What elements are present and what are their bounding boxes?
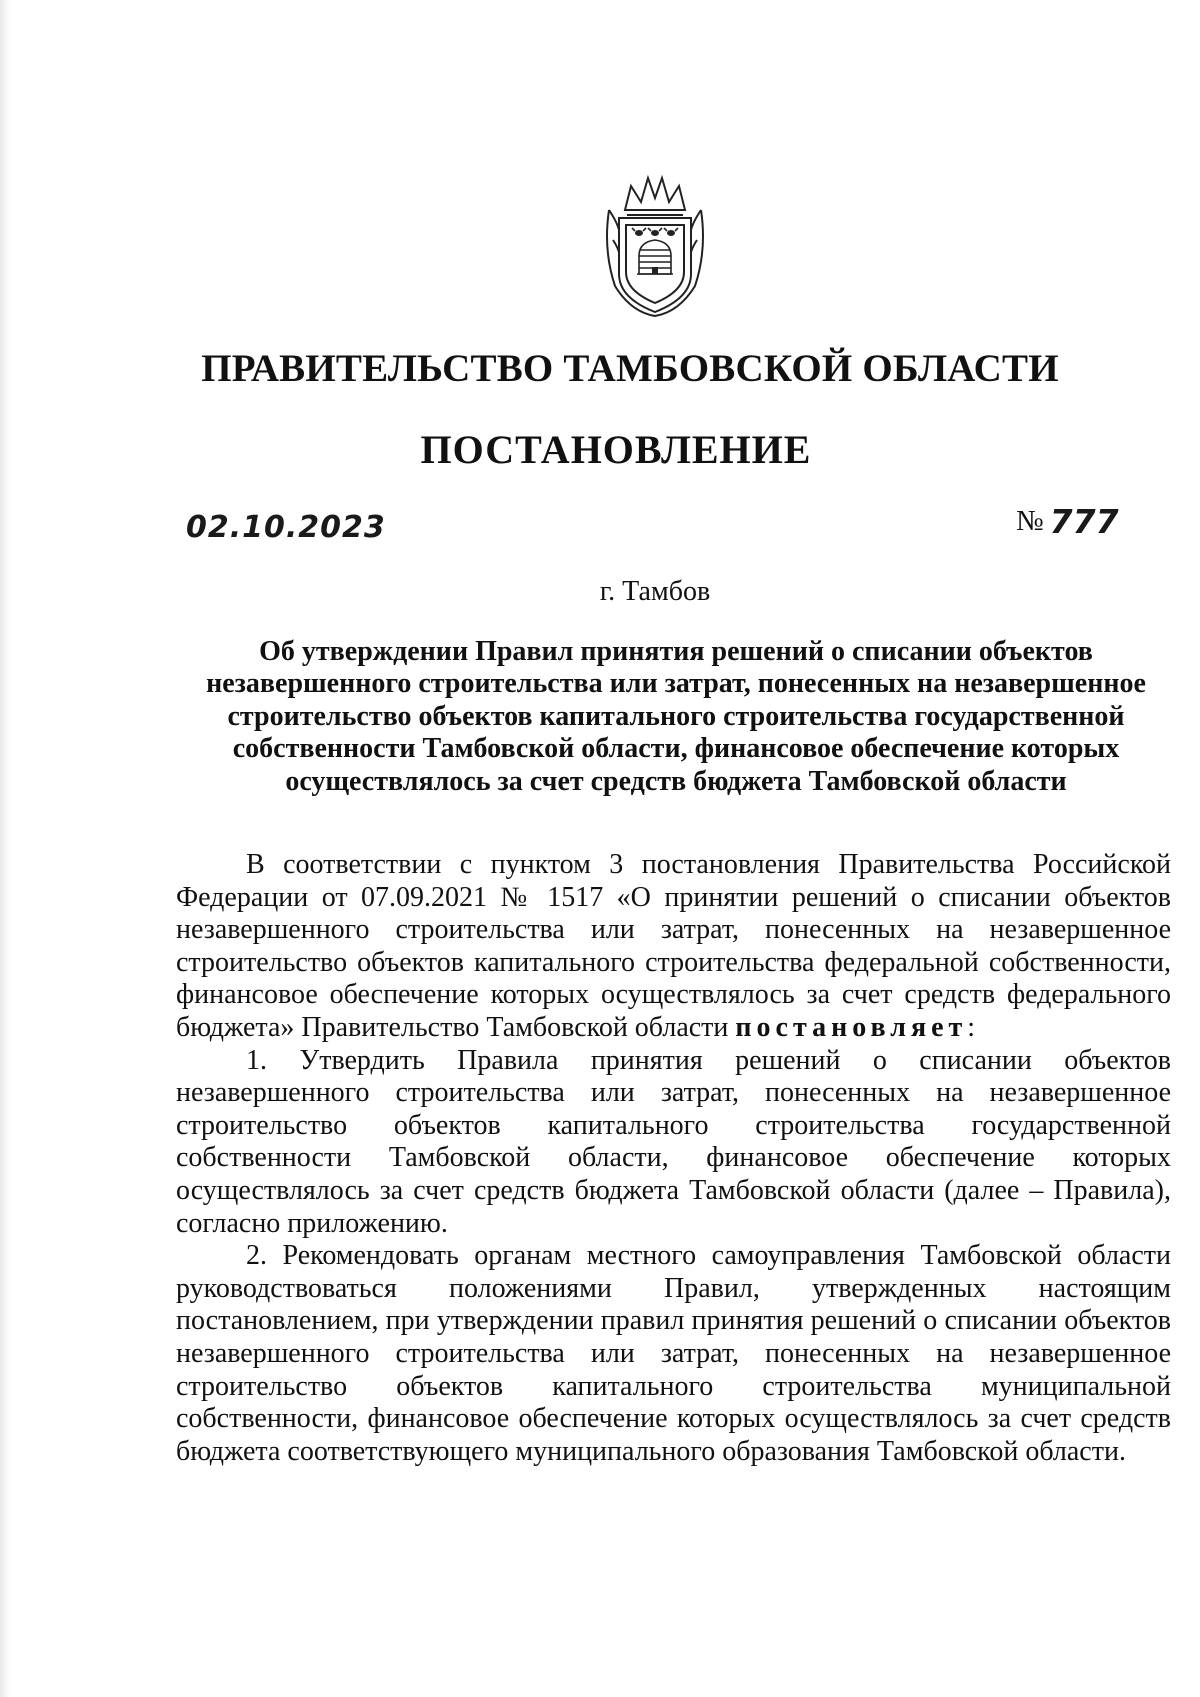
decree-word: постановляет (735, 1011, 968, 1043)
coat-of-arms-emblem (601, 170, 709, 318)
item-1-paragraph: 1. Утвердить Правила принятия решений о списании объектов незавершенного строительства или затрат, понесенных на незавершенное строительство объектов капитального строительства государственной собственности Тамбовской области, финансовое обеспечение которых осуществлялось за счет средств бюджета Тамбовской области (далее – Правила), согласно приложению. (176, 1044, 1171, 1239)
document-subject: Об утверждении Правил принятия решений о списании объектов незавершенного строительства или затрат, понесенных на незавершенное строительство объектов капитального строительства государственной собственности Тамбовской области, финансовое обеспечение которых осуществлялось за счет средств бюджета Тамбовской области (206, 636, 1146, 797)
document-type: ПОСТАНОВЛЕНИЕ (420, 427, 812, 472)
document-number (1016, 502, 1119, 541)
handwritten-date: 02.10.2023 (186, 510, 386, 545)
organization-title: ПРАВИТЕЛЬСТВО ТАМБОВСКОЙ ОБЛАСТИ (201, 347, 1059, 390)
preamble-paragraph (176, 849, 1171, 1045)
number-sign: № (1016, 505, 1044, 537)
scan-edge (0, 0, 10, 1697)
item-2-paragraph: 2. Рекомендовать органам местного самоуправления Тамбовской области руководствоваться положениями Правил, утвержденных настоящим постановлением, при утверждении правил принятия решений о списании объектов незавершенного строительства или затрат, понесенных на незавершенное строительство объектов капитального строительства муниципальной собственности, финансовое обеспечение которых осуществлялось за счет средств бюджета соответствующего муниципального образования Тамбовской области. (176, 1240, 1171, 1467)
handwritten-number: 777 (1049, 502, 1119, 541)
preamble-text: В соответствии с пунктом 3 постановления Правительства Российской Федерации от 07.09.2021 № 1517 «О принятии решений о списании объектов незавершенного строительства или затрат, понесенных на незавершенное строительство объектов капитального строительства федеральной собственности, финансовое обеспечение которых осуществлялось за счет средств федерального бюджета» Правительство Тамбовской области (176, 849, 1171, 1043)
document-body (176, 849, 1171, 1468)
decree-colon: : (967, 1011, 976, 1043)
city: г. Тамбов (599, 576, 711, 607)
